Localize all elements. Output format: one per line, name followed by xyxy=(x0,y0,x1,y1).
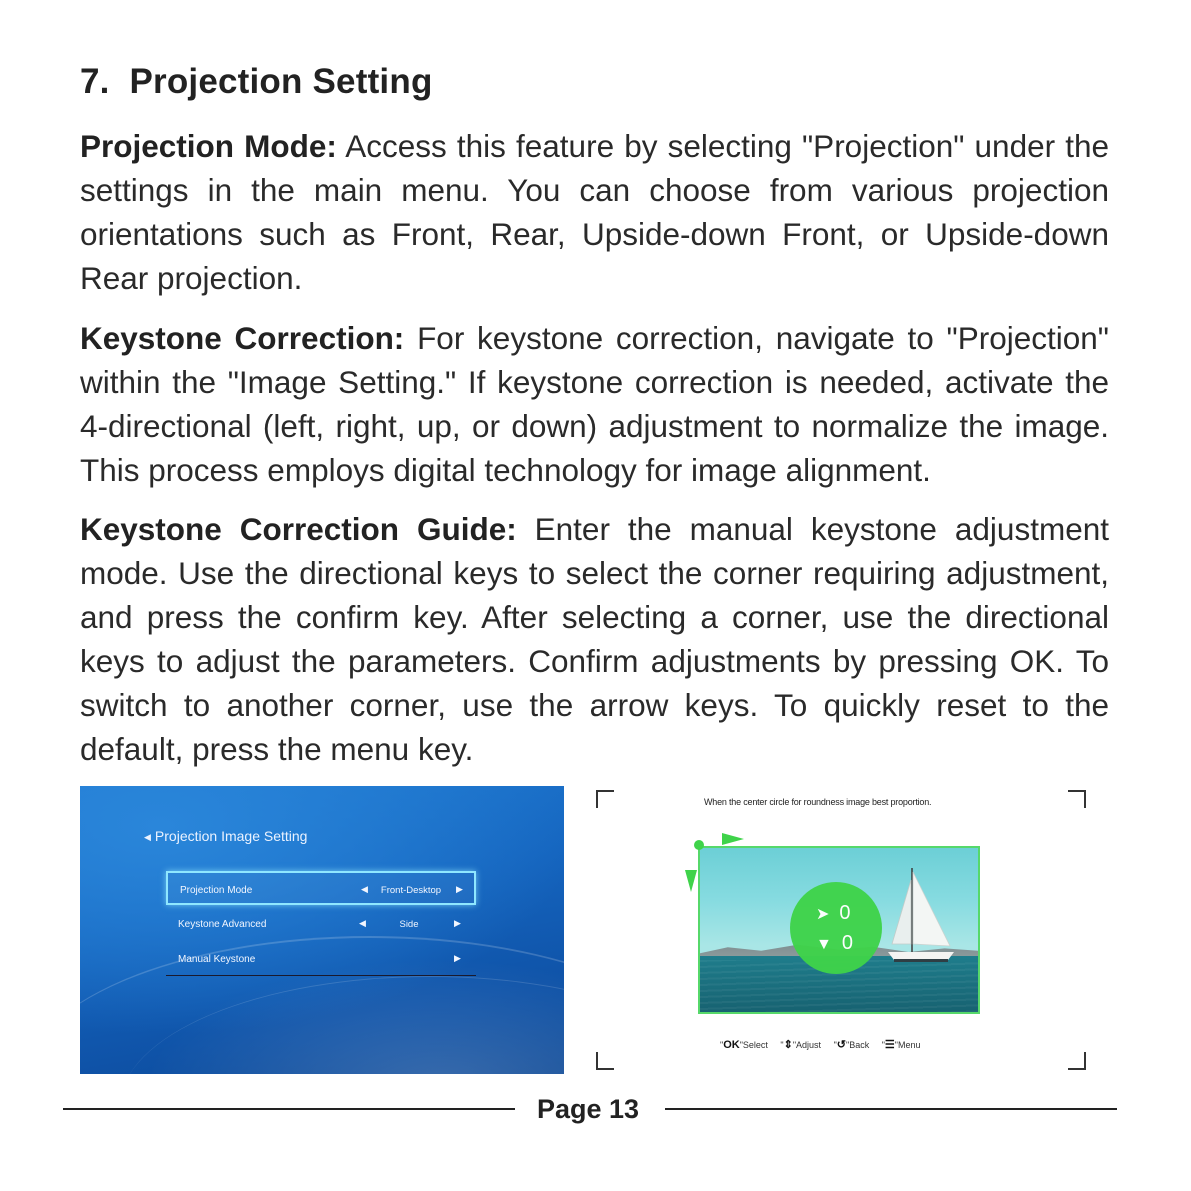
sailboat-icon xyxy=(888,866,958,966)
menu-header-label: Projection Image Setting xyxy=(154,828,308,844)
right-arrow-icon[interactable]: ▶ xyxy=(456,884,463,894)
paragraph-text: Access this feature by selecting "Projection" under the settings in the main menu. You can choose from various projection orientations such as Front, Rear, Upside-down Front, or Upside-down Rear projection. xyxy=(80,128,1110,296)
corner-top-right-icon xyxy=(1068,790,1086,808)
paragraph-text: For keystone correction, navigate to "Projection" within the "Image Setting." If keystone correction is needed, activate the 4-directional (left, right, up, or down) adjustment to normalize the image. This process employs digital technology for image alignment. xyxy=(80,320,1109,488)
paragraph-text: Enter the manual keystone adjustment mode. Use the directional keys to select the corner requiring adjustment, and press the confirm key. After selecting a corner, use the directional keys to adjust the parameters. Confirm adjustments by pressing OK. To switch to another corner, use the arrow keys. To quickly reset to the default, press the menu key. xyxy=(80,511,1109,767)
section-number: 7. xyxy=(80,62,110,101)
menu-row-label: Projection Mode xyxy=(180,885,253,896)
key-hint-bar: "OK"Select "⇕"Adjust "↺"Back "☰"Menu xyxy=(720,1039,921,1051)
paragraph-projection-mode xyxy=(80,124,1109,300)
footer-rule xyxy=(665,1108,1117,1110)
paragraph-keystone-correction xyxy=(80,316,1109,492)
section-title xyxy=(80,62,433,102)
corner-top-left-icon xyxy=(596,790,614,808)
page-number: Page 13 xyxy=(537,1094,640,1124)
horizontal-value: 0 xyxy=(839,902,851,924)
section-title-text: Projection Setting xyxy=(129,62,433,101)
corner-bottom-right-icon xyxy=(1068,1052,1086,1070)
right-arrow-icon[interactable]: ▶ xyxy=(454,918,461,928)
vertical-value: 0 xyxy=(841,932,853,954)
paragraph-label: Projection Mode: xyxy=(80,128,337,164)
key-action: Menu xyxy=(897,1040,921,1050)
key-action: Back xyxy=(849,1040,870,1050)
back-arrow-icon: ◀ xyxy=(144,832,151,842)
right-arrow-icon[interactable]: ▶ xyxy=(454,953,461,963)
key-action: Select xyxy=(742,1040,768,1050)
keystone-hint: When the center circle for roundness image best proportion. xyxy=(704,797,932,807)
paragraph-keystone-guide xyxy=(80,507,1109,771)
menu-screenshot xyxy=(80,786,564,1074)
right-arrow-icon xyxy=(722,833,744,845)
keystone-screenshot xyxy=(590,786,1090,1074)
key-action: Adjust xyxy=(796,1040,822,1050)
corner-handle[interactable] xyxy=(694,840,704,850)
direction-key-icon: ⇕ xyxy=(783,1039,793,1051)
right-pointer-icon: ➤ xyxy=(816,906,830,923)
down-pointer-icon: ▼ xyxy=(816,936,832,953)
menu-row-keystone-advanced[interactable] xyxy=(166,907,476,941)
ok-key-icon: OK xyxy=(723,1039,740,1051)
left-arrow-icon[interactable]: ◀ xyxy=(361,884,368,894)
menu-key-icon: ☰ xyxy=(884,1039,895,1051)
horizontal-readout xyxy=(816,902,851,925)
down-arrow-icon xyxy=(685,870,697,892)
left-arrow-icon[interactable]: ◀ xyxy=(359,918,366,928)
paragraph-label: Keystone Correction Guide: xyxy=(80,511,517,547)
paragraph-label: Keystone Correction: xyxy=(80,320,405,356)
back-key-icon: ↺ xyxy=(836,1039,846,1051)
menu-row-projection-mode[interactable] xyxy=(166,871,476,905)
center-circle xyxy=(790,882,882,974)
menu-row-value: Side xyxy=(399,919,419,930)
vertical-readout xyxy=(816,932,853,955)
corner-bottom-left-icon xyxy=(596,1052,614,1070)
menu-row-value: Front-Desktop xyxy=(380,885,442,896)
menu-row-manual-keystone[interactable] xyxy=(166,942,476,976)
menu-row-label: Manual Keystone xyxy=(178,954,256,965)
footer-rule xyxy=(63,1108,515,1110)
menu-header xyxy=(144,828,307,844)
menu-row-label: Keystone Advanced xyxy=(178,919,267,930)
menu-divider xyxy=(166,975,476,976)
